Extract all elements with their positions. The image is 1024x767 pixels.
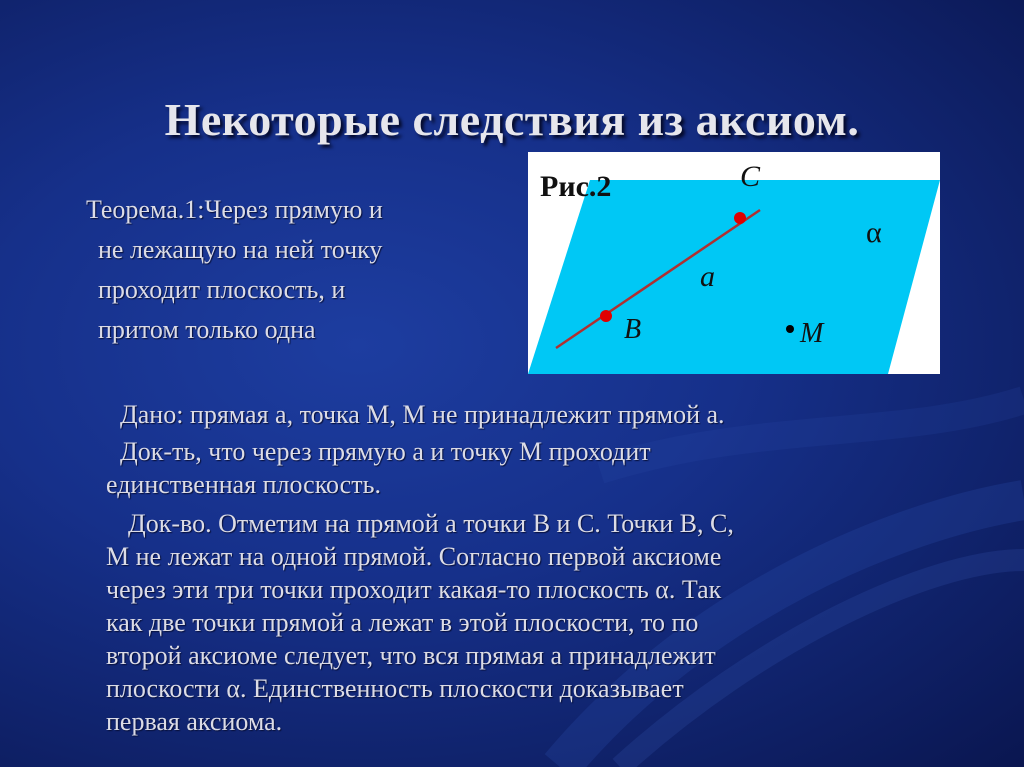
proof-line: Док-во. Отметим на прямой а точки В и С. Точки В, С, bbox=[128, 509, 734, 538]
proof-line: М не лежат на одной прямой. Согласно первой аксиоме bbox=[106, 542, 722, 571]
figure-plane-diagram bbox=[528, 152, 940, 374]
proof-line: как две точки прямой а лежат в этой плоскости, то по bbox=[106, 608, 699, 637]
label-point-m: M bbox=[800, 318, 824, 349]
proof-paragraph bbox=[106, 507, 906, 738]
point-b-dot bbox=[600, 310, 612, 322]
label-point-c: C bbox=[740, 160, 761, 193]
body-text bbox=[106, 398, 906, 738]
label-plane-alpha: α bbox=[866, 216, 882, 249]
point-c-dot bbox=[734, 212, 746, 224]
theorem-line: не лежащую на ней точку bbox=[98, 235, 383, 264]
prove-goal-line: единственная плоскость. bbox=[106, 470, 381, 499]
point-m-dot bbox=[786, 325, 794, 333]
slide-title: Некоторые следствия из аксиом. bbox=[164, 93, 860, 145]
prove-goal-line: Док-ть, что через прямую а и точку М проходит bbox=[120, 437, 651, 466]
proof-line: первая аксиома. bbox=[106, 707, 283, 736]
given-statement: Дано: прямая а, точка М, М не принадлежит прямой а. bbox=[120, 400, 725, 429]
plane-alpha-shape bbox=[528, 180, 940, 374]
proof-line: через эти три точки проходит какая-то плоскость α. Так bbox=[106, 575, 722, 604]
proof-line: второй аксиоме следует, что вся прямая а принадлежит bbox=[106, 641, 716, 670]
theorem-line: проходит плоскость, и bbox=[98, 275, 346, 304]
label-line-a: a bbox=[700, 260, 715, 293]
prove-goal bbox=[106, 435, 906, 501]
proof-line: плоскости α. Единственность плоскости доказывает bbox=[106, 674, 684, 703]
figure-caption: Рис.2 bbox=[540, 170, 612, 203]
theorem-line: Теорема.1:Через прямую и bbox=[86, 195, 383, 224]
label-point-b: B bbox=[624, 314, 642, 345]
theorem-statement bbox=[86, 190, 486, 350]
theorem-line: притом только одна bbox=[98, 315, 316, 344]
